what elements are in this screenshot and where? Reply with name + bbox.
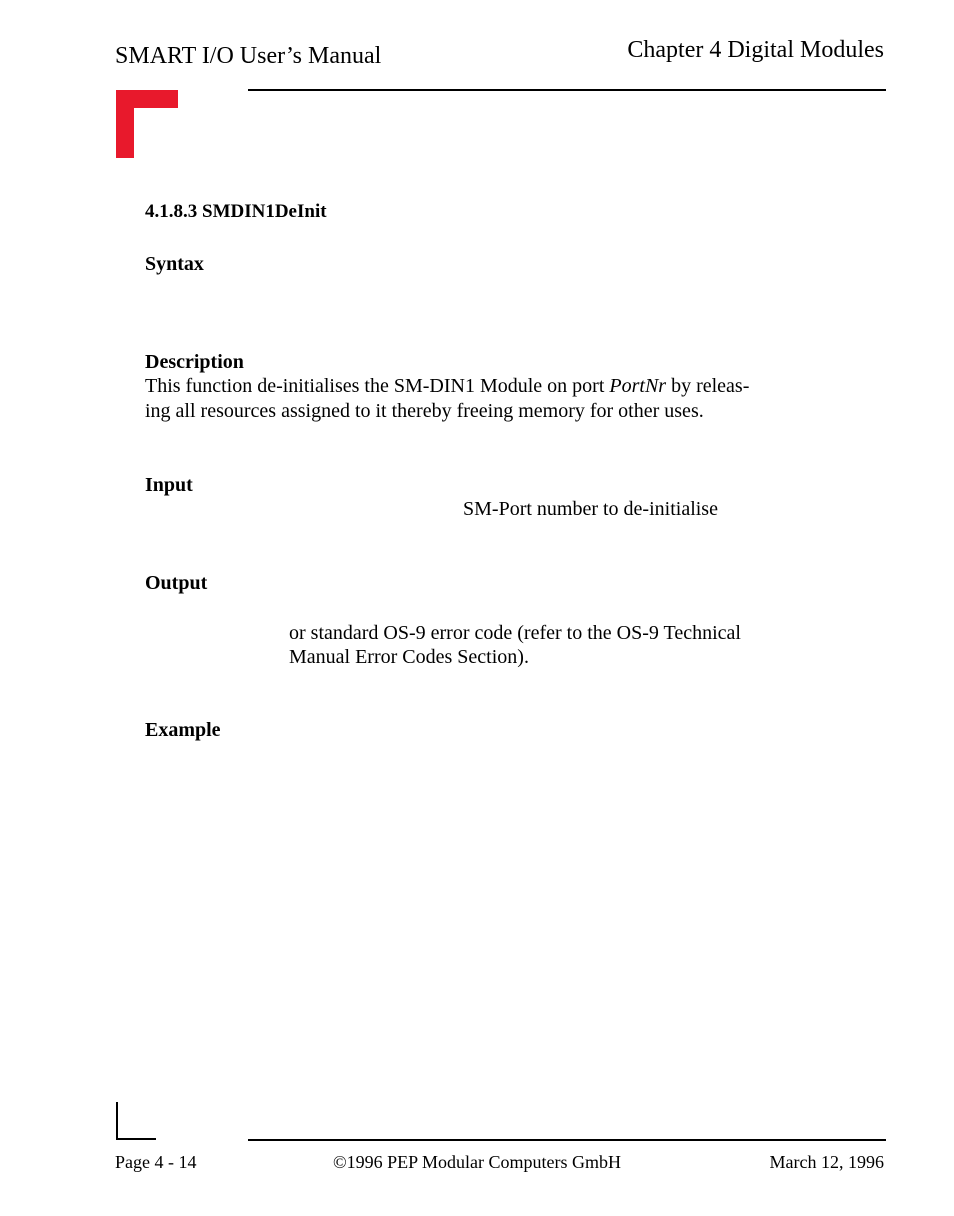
corner-mark-top-vertical (116, 90, 134, 158)
description-heading: Description (145, 351, 244, 373)
chapter-title: Chapter 4 Digital Modules (627, 37, 884, 63)
description-line-1: This function de-initialises the SM-DIN1 Module on port PortNr by releas- (145, 375, 750, 397)
header-rule (248, 89, 886, 91)
example-heading: Example (145, 719, 221, 741)
output-heading: Output (145, 572, 208, 594)
corner-mark-bottom-vertical (116, 1102, 118, 1140)
syntax-heading: Syntax (145, 253, 204, 275)
output-description (289, 621, 741, 669)
copyright: ©1996 PEP Modular Computers GmbH (333, 1152, 622, 1172)
page-number: Page 4 - 14 (115, 1152, 197, 1172)
input-heading: Input (145, 474, 193, 496)
output-line-1: or standard OS-9 error code (refer to the OS-9 Technical (289, 622, 741, 644)
output-line-2: Manual Error Codes Section). (289, 646, 529, 668)
corner-mark-bottom-horizontal (116, 1138, 156, 1140)
manual-title: SMART I/O User’s Manual (115, 43, 382, 69)
section-title: 4.1.8.3 SMDIN1DeInit (145, 201, 327, 222)
description-line-2: ing all resources assigned to it thereby freeing memory for other uses. (145, 400, 704, 422)
publication-date: March 12, 1996 (769, 1152, 884, 1172)
footer-rule (248, 1139, 886, 1141)
input-description: SM-Port number to de-initialise (463, 498, 718, 520)
portnr-italic: PortNr (609, 375, 667, 397)
description-paragraph (145, 374, 749, 424)
